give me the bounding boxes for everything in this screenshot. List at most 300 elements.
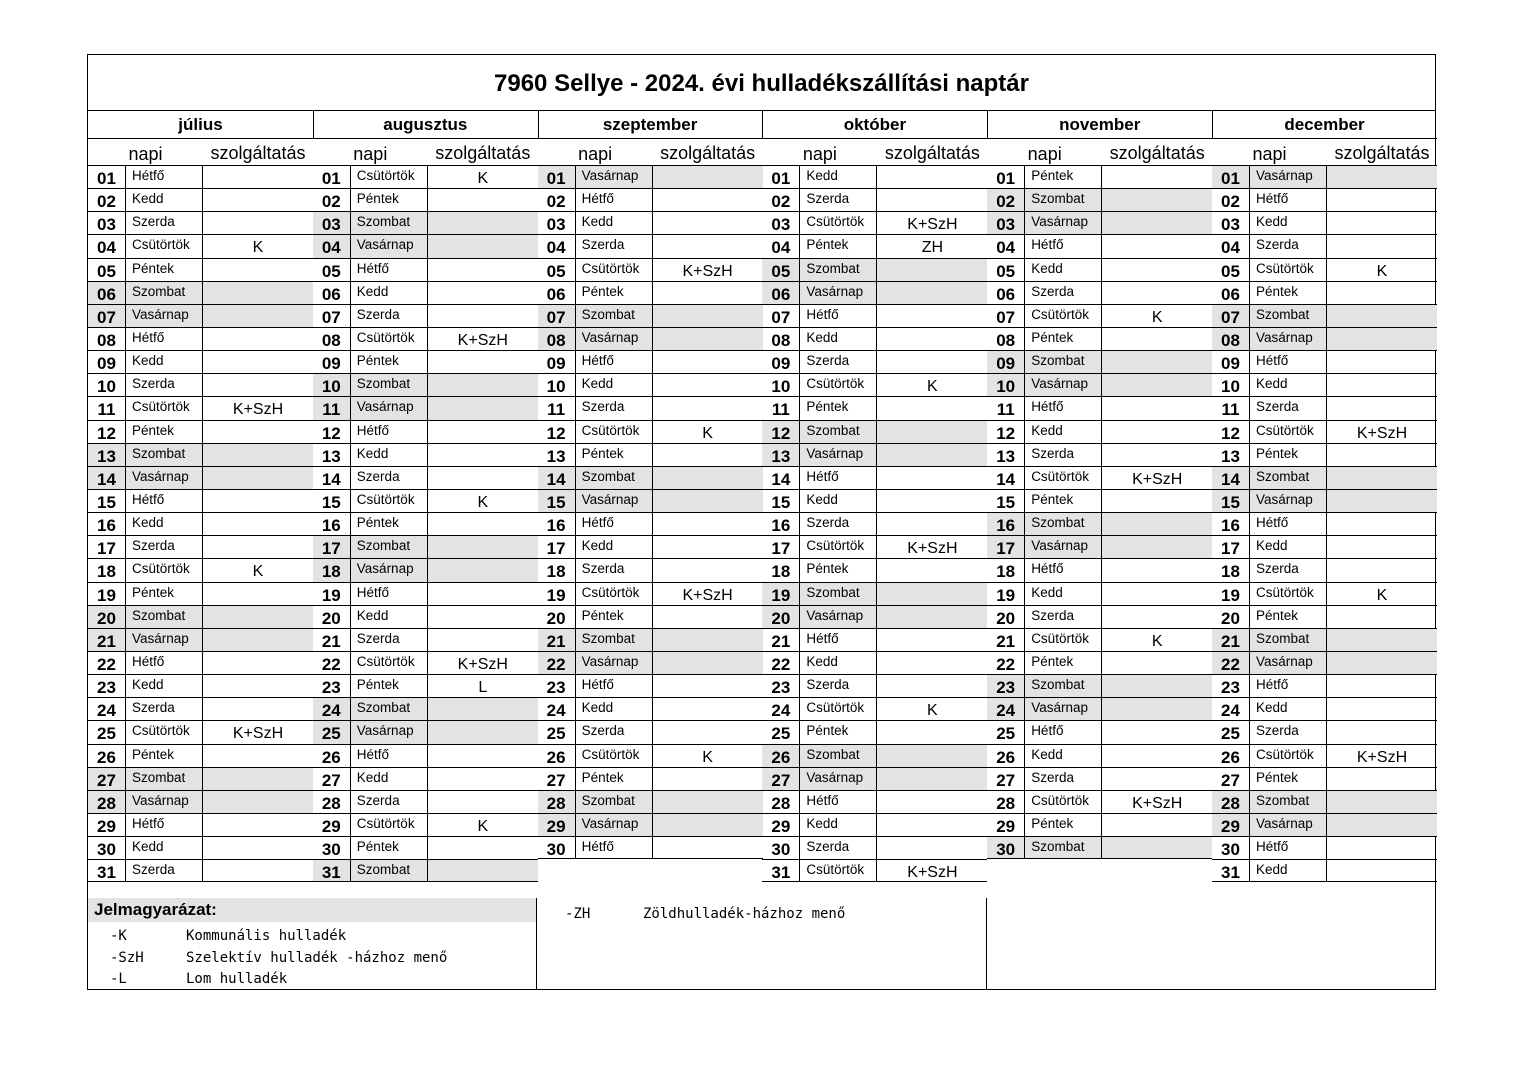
day-number: 26 [987,745,1025,767]
service-code [428,374,538,396]
weekday-name: Péntek [800,397,877,419]
day-number: 12 [313,421,351,443]
day-number: 21 [762,629,800,651]
service-code [653,721,763,743]
service-code: K+SzH [232,401,284,419]
service-code [653,768,763,790]
day-number: 18 [762,559,800,581]
service-code: K+SzH [1132,794,1183,812]
day-row [88,512,313,535]
day-row [538,188,763,211]
weekday-name: Csütörtök [800,860,877,881]
day-number: 06 [313,282,351,304]
day-row [88,628,313,651]
weekday-name: Szombat [576,791,653,813]
day-number: 20 [1212,606,1250,628]
weekday-name: Péntek [126,259,203,281]
weekday-name: Szombat [800,259,877,281]
service-code [877,814,987,836]
day-row [987,281,1212,304]
day-number: 21 [538,629,576,651]
weekday-name: Csütörtök [1025,791,1102,813]
weekday-name: Kedd [351,768,428,790]
weekday-name: Szerda [1025,444,1102,466]
day-number: 29 [1212,814,1250,836]
weekday-name: Vasárnap [126,791,203,813]
day-row [538,443,763,466]
day-row [313,327,538,350]
service-code [653,282,763,304]
service-code [653,397,763,419]
service-code [877,467,987,489]
service-code: K [252,563,264,581]
weekday-name: Szombat [126,768,203,790]
day-row [1212,535,1437,558]
day-row [762,281,987,304]
day-row [987,651,1212,674]
service-code [203,791,313,813]
day-number: 24 [987,698,1025,720]
day-number: 10 [762,374,800,396]
header-szolgaltatas: szolgáltatás [210,143,306,163]
day-number: 21 [313,629,351,651]
day-number: 10 [313,374,351,396]
service-code [1102,444,1212,466]
month-name: október [762,111,987,139]
weekday-name: Vasárnap [576,166,653,188]
day-rows [987,165,1212,859]
day-number: 05 [762,259,800,281]
service-code [203,652,313,674]
weekday-name: Szombat [351,860,428,881]
service-code [203,583,313,605]
weekday-name: Vasárnap [1250,490,1327,512]
day-rows [762,165,987,882]
weekday-name: Péntek [1025,166,1102,188]
day-row [987,720,1212,743]
weekday-name: Szerda [576,559,653,581]
weekday-name: Szerda [1250,559,1327,581]
day-number: 22 [987,652,1025,674]
day-number: 18 [987,559,1025,581]
weekday-name: Csütörtök [800,212,877,234]
service-code [203,351,313,373]
service-code [203,698,313,720]
day-number: 12 [987,421,1025,443]
weekday-name: Kedd [1250,860,1327,881]
weekday-name: Szerda [351,305,428,327]
service-code [653,328,763,350]
weekday-name: Kedd [576,374,653,396]
service-code [653,305,763,327]
day-row [538,165,763,188]
service-code [1327,444,1437,466]
service-code [653,490,763,512]
weekday-name: Kedd [1025,259,1102,281]
service-code [1102,513,1212,535]
day-number: 17 [1212,536,1250,558]
day-rows [1212,165,1437,882]
service-code [203,513,313,535]
day-number: 07 [762,305,800,327]
day-number: 08 [313,328,351,350]
weekday-name: Péntek [1025,652,1102,674]
day-row [88,720,313,743]
service-code [1327,791,1437,813]
day-number: 15 [762,490,800,512]
service-code [1327,212,1437,234]
day-row [1212,628,1437,651]
weekday-name: Péntek [576,282,653,304]
service-code [428,189,538,211]
service-code [428,583,538,605]
weekday-name: Csütörtök [1250,583,1327,605]
day-row [313,443,538,466]
weekday-name: Kedd [800,814,877,836]
service-code [653,374,763,396]
weekday-name: Szombat [351,374,428,396]
day-number: 24 [88,698,126,720]
weekday-name: Szombat [800,745,877,767]
weekday-name: Vasárnap [1025,374,1102,396]
day-row [538,211,763,234]
weekday-name: Péntek [1025,490,1102,512]
service-code [1102,698,1212,720]
day-row [987,443,1212,466]
weekday-name: Szerda [1250,721,1327,743]
day-row [762,628,987,651]
weekday-name: Szerda [126,860,203,881]
service-code [203,745,313,767]
day-row [762,234,987,257]
day-row [88,258,313,281]
day-number: 22 [1212,652,1250,674]
day-number: 08 [987,328,1025,350]
service-code [203,837,313,859]
weekday-name: Hétfő [576,513,653,535]
day-row [538,234,763,257]
weekday-name: Szombat [800,583,877,605]
service-code: K [702,424,713,442]
service-code [653,814,763,836]
day-number: 22 [538,652,576,674]
day-number: 09 [762,351,800,373]
day-row [987,420,1212,443]
weekday-name: Szerda [800,675,877,697]
weekday-name: Kedd [351,444,428,466]
day-number: 01 [313,166,351,188]
day-number: 22 [88,652,126,674]
day-row [987,234,1212,257]
day-number: 03 [538,212,576,234]
service-code [1102,675,1212,697]
service-code [203,467,313,489]
day-row [987,535,1212,558]
header-szolgaltatas: szolgáltatás [1334,143,1430,163]
service-code [1327,305,1437,327]
weekday-name: Csütörtök [126,559,203,581]
day-number: 01 [538,166,576,188]
day-number: 18 [88,559,126,581]
weekday-name: Szombat [351,536,428,558]
day-row [88,767,313,790]
day-number: 09 [987,351,1025,373]
day-row [88,535,313,558]
service-code [653,606,763,628]
weekday-name: Csütörtök [126,397,203,419]
weekday-name: Csütörtök [351,166,428,188]
day-number: 31 [1212,860,1250,881]
day-number: 19 [987,583,1025,605]
month-column [538,111,763,897]
day-row [1212,605,1437,628]
service-code: L [478,679,488,697]
service-code [203,490,313,512]
service-code [428,421,538,443]
day-number: 21 [1212,629,1250,651]
service-code [428,536,538,558]
day-row [538,350,763,373]
day-number: 01 [1212,166,1250,188]
weekday-name: Csütörtök [1250,259,1327,281]
day-row [88,373,313,396]
service-code: K+SzH [907,864,958,882]
weekday-name: Hétfő [800,467,877,489]
service-code [653,467,763,489]
service-code [428,698,538,720]
day-row [762,859,987,882]
day-row [88,605,313,628]
weekday-name: Hétfő [800,791,877,813]
day-row [987,304,1212,327]
service-code [1327,467,1437,489]
weekday-name: Vasárnap [1025,536,1102,558]
weekday-name: Hétfő [576,189,653,211]
weekday-name: Csütörtök [1250,421,1327,443]
service-code [877,189,987,211]
day-row [987,697,1212,720]
day-number: 20 [987,606,1025,628]
service-code: K+SzH [457,655,508,673]
service-code [877,444,987,466]
weekday-name: Hétfő [576,837,653,858]
weekday-name: Szerda [576,235,653,257]
day-row [88,582,313,605]
day-row [762,558,987,581]
service-code [1327,351,1437,373]
weekday-name: Hétfő [126,166,203,188]
weekday-name: Vasárnap [1250,166,1327,188]
day-row [1212,234,1437,257]
day-number: 27 [1212,768,1250,790]
service-code [1327,721,1437,743]
day-row [762,489,987,512]
weekday-name: Péntek [126,745,203,767]
service-code [653,652,763,674]
weekday-name: Kedd [1250,536,1327,558]
day-row [762,373,987,396]
day-row [88,396,313,419]
weekday-name: Péntek [126,421,203,443]
service-code [428,467,538,489]
day-row [1212,720,1437,743]
day-row [538,396,763,419]
weekday-name: Vasárnap [1250,652,1327,674]
header-szolgaltatas: szolgáltatás [1109,143,1205,163]
service-code [1102,374,1212,396]
day-number: 14 [762,467,800,489]
weekday-name: Péntek [576,606,653,628]
service-code [1327,490,1437,512]
day-row [538,767,763,790]
service-code: K [252,239,264,257]
weekday-name: Vasárnap [576,652,653,674]
service-code: K+SzH [907,540,958,558]
service-code [1102,768,1212,790]
service-code [1102,166,1212,188]
weekday-name: Péntek [351,837,428,859]
service-code [1102,745,1212,767]
service-code [1327,629,1437,651]
day-row [762,466,987,489]
service-code [1102,837,1212,858]
service-code: K+SzH [907,216,958,234]
day-row [1212,304,1437,327]
day-number: 11 [762,397,800,419]
weekday-name: Vasárnap [1025,698,1102,720]
weekday-name: Szerda [351,467,428,489]
weekday-name: Csütörtök [576,421,653,443]
day-number: 06 [538,282,576,304]
day-row [762,836,987,859]
service-code [1327,698,1437,720]
month-column [88,111,313,897]
day-number: 30 [88,837,126,859]
weekday-name: Csütörtök [351,328,428,350]
day-number: 03 [762,212,800,234]
day-number: 12 [88,421,126,443]
day-rows [88,165,313,882]
service-code [203,421,313,443]
day-number: 04 [762,235,800,257]
day-number: 10 [987,374,1025,396]
service-code: K+SzH [1356,748,1408,766]
weekday-name: Szombat [1025,351,1102,373]
weekday-name: Szerda [800,189,877,211]
day-number: 27 [88,768,126,790]
day-number: 28 [987,791,1025,813]
weekday-name: Kedd [126,351,203,373]
day-number: 21 [987,629,1025,651]
weekday-name: Vasárnap [1250,814,1327,836]
day-row [313,836,538,859]
day-row [313,605,538,628]
service-code [1327,814,1437,836]
service-code [203,629,313,651]
service-code [877,745,987,767]
service-code [1102,189,1212,211]
day-number: 12 [762,421,800,443]
day-row [1212,790,1437,813]
day-row [538,790,763,813]
day-number: 02 [313,189,351,211]
service-code [203,166,313,188]
day-number: 27 [987,768,1025,790]
weekday-name: Hétfő [1250,837,1327,859]
weekday-name: Szombat [126,444,203,466]
weekday-name: Szerda [126,374,203,396]
day-row [88,744,313,767]
service-code [877,166,987,188]
service-code [877,837,987,859]
day-row [538,605,763,628]
month-column [313,111,538,897]
weekday-name: Csütörtök [576,583,653,605]
day-number: 11 [1212,397,1250,419]
weekday-name: Hétfő [1250,513,1327,535]
service-code [877,721,987,743]
day-number: 26 [313,745,351,767]
weekday-name: Szombat [576,305,653,327]
service-code: K [1151,632,1163,650]
service-code [203,444,313,466]
service-code: K+SzH [457,331,508,349]
day-number: 26 [538,745,576,767]
service-code: K [927,378,938,396]
day-row [987,466,1212,489]
day-number: 25 [762,721,800,743]
day-number: 02 [987,189,1025,211]
service-code [1102,212,1212,234]
day-row [88,304,313,327]
service-code [1102,282,1212,304]
service-code [1327,675,1437,697]
weekday-name: Szombat [1250,629,1327,651]
day-row [1212,767,1437,790]
day-number: 16 [538,513,576,535]
weekday-name: Szerda [1025,282,1102,304]
service-code [203,675,313,697]
service-code [1327,166,1437,188]
weekday-name: Kedd [1025,745,1102,767]
weekday-name: Hétfő [351,421,428,443]
service-code [428,629,538,651]
day-row [1212,373,1437,396]
day-number: 05 [1212,259,1250,281]
day-number: 13 [987,444,1025,466]
day-number: 13 [313,444,351,466]
weekday-name: Szombat [1250,791,1327,813]
day-number: 25 [313,721,351,743]
weekday-name: Szerda [126,536,203,558]
day-number: 13 [538,444,576,466]
day-row [1212,836,1437,859]
service-code [1327,536,1437,558]
service-code [1102,814,1212,836]
day-row [313,281,538,304]
day-number: 24 [1212,698,1250,720]
legend-item-zh: -ZH Zöldhulladék-házhoz menő [565,906,846,922]
day-row [538,720,763,743]
day-row [1212,582,1437,605]
service-code [428,259,538,281]
day-number: 22 [762,652,800,674]
day-number: 10 [88,374,126,396]
day-row [987,188,1212,211]
service-code [653,166,763,188]
day-number: 19 [88,583,126,605]
service-code [428,559,538,581]
